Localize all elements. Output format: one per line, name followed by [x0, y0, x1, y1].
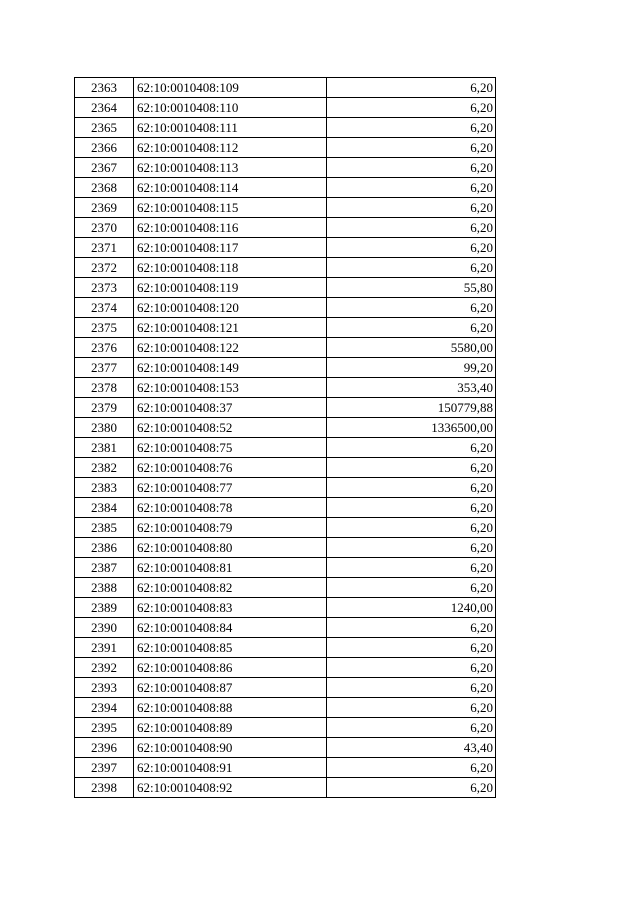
cadastral-number-cell: 62:10:0010408:52 — [134, 418, 327, 438]
cadastral-number-cell: 62:10:0010408:113 — [134, 158, 327, 178]
value-cell: 5580,00 — [327, 338, 496, 358]
table-row — [75, 198, 496, 218]
table-row — [75, 738, 496, 758]
cadastral-number-cell: 62:10:0010408:89 — [134, 718, 327, 738]
row-number-cell: 2368 — [75, 178, 134, 198]
row-number-cell: 2394 — [75, 698, 134, 718]
cadastral-number-cell: 62:10:0010408:90 — [134, 738, 327, 758]
row-number-cell: 2397 — [75, 758, 134, 778]
value-cell: 6,20 — [327, 758, 496, 778]
row-number-cell: 2383 — [75, 478, 134, 498]
cadastral-number-cell: 62:10:0010408:75 — [134, 438, 327, 458]
cadastral-number-cell: 62:10:0010408:79 — [134, 518, 327, 538]
row-number-cell: 2376 — [75, 338, 134, 358]
table-row — [75, 78, 496, 98]
row-number-cell: 2390 — [75, 618, 134, 638]
table-row — [75, 138, 496, 158]
value-cell: 6,20 — [327, 238, 496, 258]
value-cell: 6,20 — [327, 658, 496, 678]
row-number-cell: 2387 — [75, 558, 134, 578]
row-number-cell: 2393 — [75, 678, 134, 698]
table-row — [75, 238, 496, 258]
cadastral-table — [74, 77, 496, 798]
row-number-cell: 2378 — [75, 378, 134, 398]
row-number-cell: 2382 — [75, 458, 134, 478]
table-row — [75, 778, 496, 798]
cadastral-number-cell: 62:10:0010408:122 — [134, 338, 327, 358]
cadastral-number-cell: 62:10:0010408:37 — [134, 398, 327, 418]
value-cell: 353,40 — [327, 378, 496, 398]
row-number-cell: 2380 — [75, 418, 134, 438]
table-row — [75, 658, 496, 678]
row-number-cell: 2388 — [75, 578, 134, 598]
cadastral-number-cell: 62:10:0010408:82 — [134, 578, 327, 598]
value-cell: 6,20 — [327, 98, 496, 118]
cadastral-number-cell: 62:10:0010408:80 — [134, 538, 327, 558]
cadastral-number-cell: 62:10:0010408:120 — [134, 298, 327, 318]
cadastral-number-cell: 62:10:0010408:83 — [134, 598, 327, 618]
cadastral-number-cell: 62:10:0010408:76 — [134, 458, 327, 478]
value-cell: 6,20 — [327, 638, 496, 658]
table-row — [75, 378, 496, 398]
table-row — [75, 698, 496, 718]
table-row — [75, 718, 496, 738]
row-number-cell: 2384 — [75, 498, 134, 518]
value-cell: 6,20 — [327, 158, 496, 178]
value-cell: 6,20 — [327, 78, 496, 98]
value-cell: 6,20 — [327, 518, 496, 538]
table-body — [75, 78, 496, 798]
value-cell: 6,20 — [327, 618, 496, 638]
table-row — [75, 558, 496, 578]
value-cell: 6,20 — [327, 458, 496, 478]
value-cell: 1240,00 — [327, 598, 496, 618]
row-number-cell: 2391 — [75, 638, 134, 658]
row-number-cell: 2396 — [75, 738, 134, 758]
value-cell: 6,20 — [327, 478, 496, 498]
cadastral-number-cell: 62:10:0010408:92 — [134, 778, 327, 798]
table-row — [75, 358, 496, 378]
table-row — [75, 638, 496, 658]
row-number-cell: 2364 — [75, 98, 134, 118]
value-cell: 6,20 — [327, 678, 496, 698]
value-cell: 6,20 — [327, 538, 496, 558]
cadastral-number-cell: 62:10:0010408:117 — [134, 238, 327, 258]
cadastral-number-cell: 62:10:0010408:78 — [134, 498, 327, 518]
table-row — [75, 578, 496, 598]
row-number-cell: 2373 — [75, 278, 134, 298]
table-row — [75, 118, 496, 138]
row-number-cell: 2366 — [75, 138, 134, 158]
value-cell: 6,20 — [327, 558, 496, 578]
value-cell: 6,20 — [327, 118, 496, 138]
row-number-cell: 2379 — [75, 398, 134, 418]
row-number-cell: 2372 — [75, 258, 134, 278]
table-row — [75, 398, 496, 418]
table-row — [75, 278, 496, 298]
table-row — [75, 498, 496, 518]
cadastral-number-cell: 62:10:0010408:111 — [134, 118, 327, 138]
value-cell: 99,20 — [327, 358, 496, 378]
table-row — [75, 318, 496, 338]
row-number-cell: 2363 — [75, 78, 134, 98]
cadastral-number-cell: 62:10:0010408:153 — [134, 378, 327, 398]
cadastral-number-cell: 62:10:0010408:116 — [134, 218, 327, 238]
cadastral-number-cell: 62:10:0010408:109 — [134, 78, 327, 98]
cadastral-number-cell: 62:10:0010408:77 — [134, 478, 327, 498]
table-row — [75, 258, 496, 278]
table-row — [75, 458, 496, 478]
row-number-cell: 2374 — [75, 298, 134, 318]
cadastral-number-cell: 62:10:0010408:84 — [134, 618, 327, 638]
table-row — [75, 418, 496, 438]
row-number-cell: 2398 — [75, 778, 134, 798]
value-cell: 6,20 — [327, 178, 496, 198]
value-cell: 6,20 — [327, 258, 496, 278]
value-cell: 6,20 — [327, 218, 496, 238]
value-cell: 6,20 — [327, 718, 496, 738]
value-cell: 6,20 — [327, 198, 496, 218]
value-cell: 55,80 — [327, 278, 496, 298]
row-number-cell: 2389 — [75, 598, 134, 618]
value-cell: 6,20 — [327, 438, 496, 458]
row-number-cell: 2392 — [75, 658, 134, 678]
row-number-cell: 2365 — [75, 118, 134, 138]
value-cell: 1336500,00 — [327, 418, 496, 438]
row-number-cell: 2377 — [75, 358, 134, 378]
table-row — [75, 758, 496, 778]
row-number-cell: 2395 — [75, 718, 134, 738]
value-cell: 6,20 — [327, 138, 496, 158]
table-row — [75, 98, 496, 118]
value-cell: 6,20 — [327, 498, 496, 518]
cadastral-number-cell: 62:10:0010408:81 — [134, 558, 327, 578]
value-cell: 43,40 — [327, 738, 496, 758]
cadastral-number-cell: 62:10:0010408:86 — [134, 658, 327, 678]
value-cell: 6,20 — [327, 698, 496, 718]
cadastral-number-cell: 62:10:0010408:149 — [134, 358, 327, 378]
table-row — [75, 338, 496, 358]
cadastral-number-cell: 62:10:0010408:88 — [134, 698, 327, 718]
row-number-cell: 2370 — [75, 218, 134, 238]
cadastral-number-cell: 62:10:0010408:112 — [134, 138, 327, 158]
row-number-cell: 2386 — [75, 538, 134, 558]
table-row — [75, 218, 496, 238]
table-row — [75, 678, 496, 698]
table-row — [75, 618, 496, 638]
row-number-cell: 2385 — [75, 518, 134, 538]
value-cell: 6,20 — [327, 318, 496, 338]
cadastral-number-cell: 62:10:0010408:91 — [134, 758, 327, 778]
row-number-cell: 2369 — [75, 198, 134, 218]
cadastral-number-cell: 62:10:0010408:121 — [134, 318, 327, 338]
value-cell: 6,20 — [327, 298, 496, 318]
cadastral-number-cell: 62:10:0010408:87 — [134, 678, 327, 698]
table-row — [75, 478, 496, 498]
row-number-cell: 2375 — [75, 318, 134, 338]
table-row — [75, 538, 496, 558]
table-row — [75, 178, 496, 198]
table-row — [75, 158, 496, 178]
table-row — [75, 438, 496, 458]
cadastral-number-cell: 62:10:0010408:118 — [134, 258, 327, 278]
table-row — [75, 298, 496, 318]
cadastral-number-cell: 62:10:0010408:115 — [134, 198, 327, 218]
row-number-cell: 2367 — [75, 158, 134, 178]
cadastral-number-cell: 62:10:0010408:119 — [134, 278, 327, 298]
document-table-container — [74, 77, 496, 798]
cadastral-number-cell: 62:10:0010408:114 — [134, 178, 327, 198]
table-row — [75, 518, 496, 538]
value-cell: 150779,88 — [327, 398, 496, 418]
cadastral-number-cell: 62:10:0010408:110 — [134, 98, 327, 118]
table-row — [75, 598, 496, 618]
value-cell: 6,20 — [327, 578, 496, 598]
row-number-cell: 2371 — [75, 238, 134, 258]
cadastral-number-cell: 62:10:0010408:85 — [134, 638, 327, 658]
value-cell: 6,20 — [327, 778, 496, 798]
row-number-cell: 2381 — [75, 438, 134, 458]
